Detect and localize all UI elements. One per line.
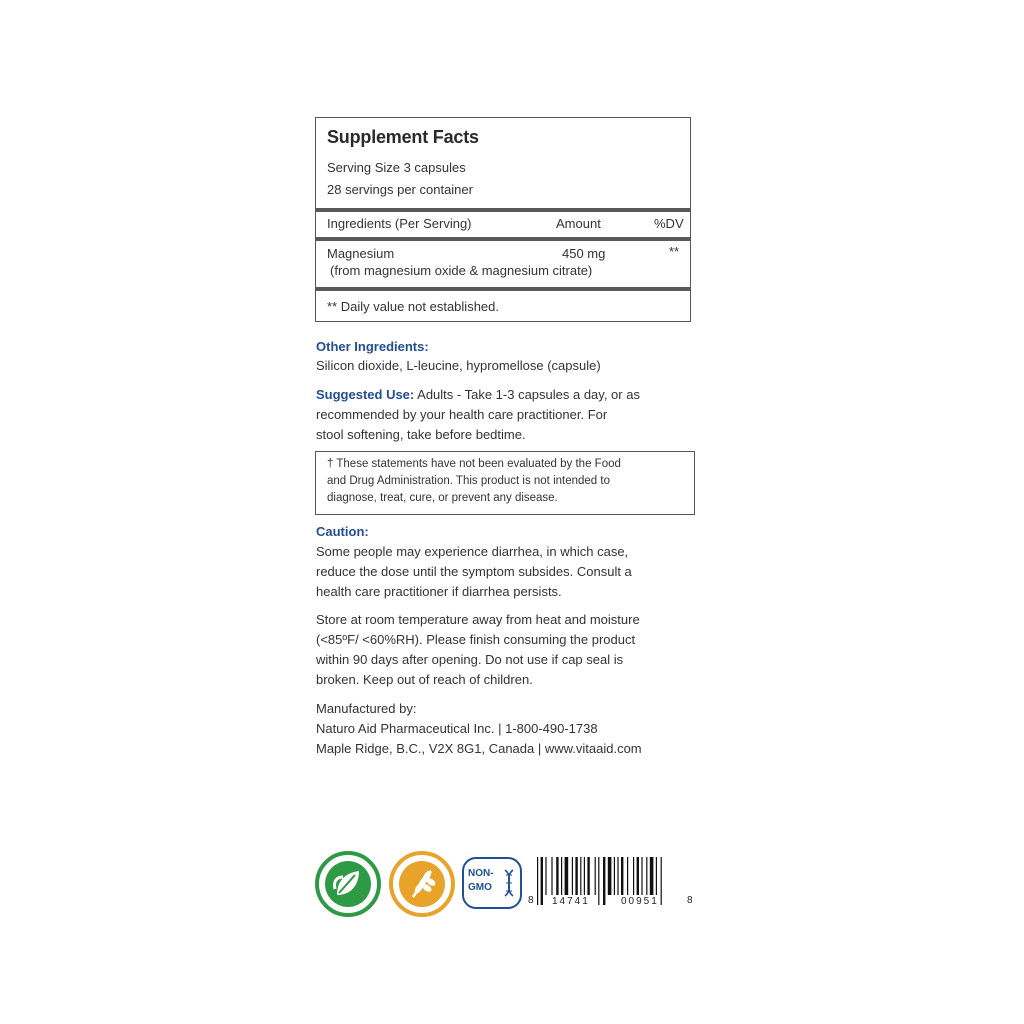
storage-line3: within 90 days after opening. Do not use if cap seal is — [316, 652, 624, 667]
barcode-bar — [541, 857, 543, 905]
barcode-bar — [575, 857, 577, 895]
barcode-bar — [545, 857, 546, 895]
barcode-bar — [537, 857, 538, 905]
wheat-icon — [389, 851, 455, 917]
divider-thick — [316, 208, 690, 212]
storage-line2: (<85ºF/ <60%RH). Please finish consuming the product — [316, 632, 636, 647]
ingredient-source: (from magnesium oxide & magnesium citrate) — [330, 263, 593, 278]
supplement-facts-panel — [315, 117, 691, 322]
suggested-use-line1 — [316, 385, 640, 405]
barcode-group1: 14741 — [552, 896, 590, 907]
barcode-bar — [595, 857, 596, 895]
barcode-bar — [587, 857, 589, 895]
gluten-free-wheat-badge — [389, 851, 455, 917]
divider-thick — [316, 287, 690, 291]
leaf-icon — [315, 851, 381, 917]
barcode-bar — [608, 857, 612, 895]
barcode-bar — [621, 857, 623, 895]
barcode-bar — [646, 857, 647, 895]
servings-per-container: 28 servings per container — [327, 182, 473, 197]
other-ingredients-heading: Other Ingredients: — [316, 339, 429, 354]
disclaimer-line3: diagnose, treat, cure, or prevent any disease. — [327, 492, 558, 504]
barcode-bar — [584, 857, 585, 895]
barcode-bar — [617, 857, 618, 895]
caution-line1: Some people may experience diarrhea, in which case, — [316, 544, 629, 559]
barcode-bar — [633, 857, 634, 895]
barcode-bar — [580, 857, 581, 895]
barcode-bar — [565, 857, 569, 895]
caution-line3: health care practitioner if diarrhea persists. — [316, 584, 562, 599]
non-gmo-text-bottom: GMO — [468, 882, 492, 893]
caution-heading: Caution: — [316, 524, 369, 539]
other-ingredients-text: Silicon dioxide, L-leucine, hypromellose (capsule) — [316, 358, 601, 373]
ingredient-dv: ** — [669, 244, 680, 259]
suggested-use-line2: recommended by your health care practitioner. For — [316, 407, 608, 422]
suggested-use-text: Adults - Take 1-3 capsules a day, or as — [414, 387, 640, 402]
column-amount: Amount — [556, 216, 601, 231]
barcode-bar — [556, 857, 558, 895]
barcode-bar — [614, 857, 615, 895]
suggested-use-line3: stool softening, take before bedtime. — [316, 427, 526, 442]
facts-footnote: ** Daily value not established. — [327, 299, 499, 314]
facts-title: Supplement Facts — [327, 127, 479, 147]
ingredient-name: Magnesium — [327, 246, 395, 261]
ingredient-amount: 450 mg — [562, 246, 606, 261]
vegetarian-leaf-badge — [315, 851, 381, 917]
barcode — [528, 857, 695, 917]
disclaimer-line1: † These statements have not been evaluated by the Food — [327, 458, 621, 470]
barcode-bar — [561, 857, 562, 895]
caution-line2: reduce the dose until the symptom subsides. Consult a — [316, 564, 632, 579]
barcode-digit-right: 8 — [687, 895, 693, 906]
storage-line4: broken. Keep out of reach of children. — [316, 672, 533, 687]
barcode-bar — [598, 857, 599, 905]
manufacturer-line2: Maple Ridge, B.C., V2X 8G1, Canada | www.vitaaid.com — [316, 741, 642, 756]
manufacturer-line1: Naturo Aid Pharmaceutical Inc. | 1-800-490-1738 — [316, 721, 598, 736]
disclaimer-line2: and Drug Administration. This product is not intended to — [327, 475, 610, 487]
suggested-use-heading: Suggested Use: — [316, 387, 415, 402]
barcode-bar — [656, 857, 657, 895]
barcode-bar — [661, 857, 662, 905]
serving-size: Serving Size 3 capsules — [327, 160, 466, 175]
barcode-bar — [572, 857, 573, 895]
storage-line1: Store at room temperature away from heat and moisture — [316, 612, 640, 627]
non-gmo-badge — [462, 857, 522, 909]
manufacturer-label: Manufactured by: — [316, 701, 417, 716]
column-ingredients: Ingredients (Per Serving) — [327, 216, 472, 231]
fda-disclaimer-box — [315, 451, 695, 515]
barcode-bar — [637, 857, 639, 895]
barcode-bar — [650, 857, 654, 895]
column-dv: %DV — [654, 216, 684, 231]
barcode-bar — [641, 857, 642, 895]
barcode-bar — [551, 857, 552, 895]
dna-icon — [502, 868, 516, 898]
barcode-group2: 00951 — [621, 896, 659, 907]
non-gmo-text-top: NON- — [468, 868, 494, 879]
barcode-digit-left: 8 — [528, 895, 534, 906]
barcode-bar — [603, 857, 605, 905]
barcode-bar — [627, 857, 628, 895]
divider-thick — [316, 237, 690, 241]
